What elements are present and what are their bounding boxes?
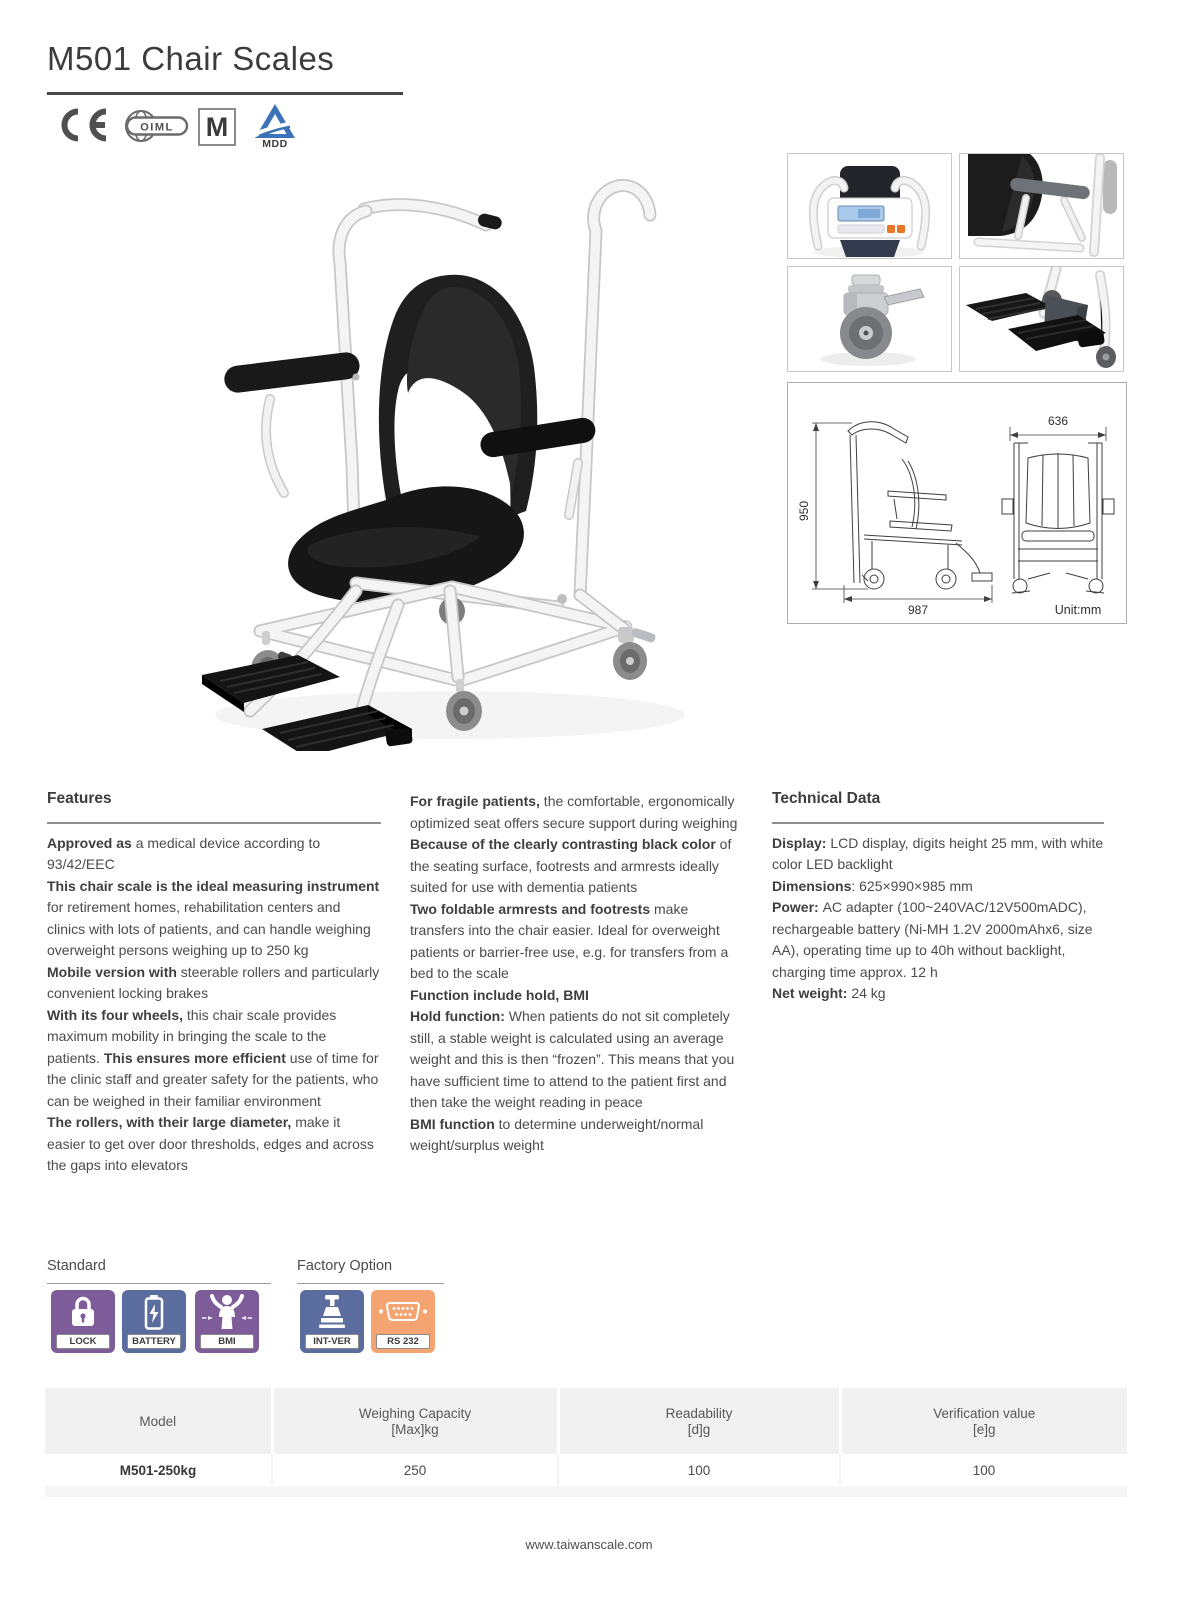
feature-paragraph: The rollers, with their large diameter, make it easier to get over door thresholds, edges and across the gaps into elevators: [47, 1114, 374, 1173]
thumb-caster-detail: [787, 266, 952, 372]
unit-label: Unit:mm: [1054, 603, 1102, 617]
oiml-logo-icon: [120, 105, 194, 147]
factory-option-section-label: Factory Option: [297, 1258, 393, 1274]
features-heading: Features: [47, 788, 381, 824]
option-tile-rs232: [371, 1290, 435, 1353]
feature-tile-bmi: [195, 1290, 259, 1353]
footer: [0, 1537, 1178, 1552]
technical-data-heading: Technical Data: [772, 788, 1104, 824]
tech-paragraph: Dimensions: 625×990×985 mm: [772, 877, 973, 894]
m-class-letter: M: [205, 111, 229, 142]
technical-data-column: [772, 788, 1104, 1005]
spec-table: [45, 1388, 1127, 1488]
dim-length-label: 987: [907, 603, 929, 617]
m-class-badge: [198, 108, 236, 146]
col-header-verification: Verification value [e]g: [840, 1388, 1127, 1454]
battery-icon: [122, 1292, 186, 1334]
caster-wheel-brake: [613, 627, 656, 680]
col-header-capacity: Weighing Capacity [Max]kg: [272, 1388, 558, 1454]
dimension-drawing: [787, 382, 1127, 624]
mdd-label: MDD: [262, 138, 288, 150]
lock-icon: [51, 1292, 115, 1334]
col-header-model: Model: [45, 1388, 272, 1454]
benefits-column: [410, 788, 746, 1157]
verification-stamp-icon: [300, 1292, 364, 1334]
table-bottom-strip: [45, 1486, 1127, 1497]
tile-label: RS 232: [376, 1334, 430, 1349]
svg-text:OIML: OIML: [140, 121, 174, 134]
page-title: M501 Chair Scales: [47, 40, 335, 77]
option-tile-internal-verification: [300, 1290, 364, 1353]
benefit-paragraph: Two foldable armrests and footrests make transfers into the chair easier. Ideal for overweight patients or barrier-free use, e.g. for transfers from a bed to the scale: [410, 900, 729, 981]
benefit-paragraph: BMI function to determine underweight/normal weight/surplus weight: [410, 1115, 704, 1153]
mdd-logo: [252, 102, 298, 150]
mdd-triangle-icon: [252, 102, 298, 140]
tech-paragraph: Power: AC adapter (100~240VAC/12V500mADC), rechargeable battery (Ni-MH 1.2V 2000mAhx6, size AA), operating time up to 40h without backlight, charging time approx. 12 h: [772, 899, 1093, 980]
front-view-drawing: [1002, 443, 1114, 593]
tile-label: BMI: [200, 1334, 254, 1349]
standard-underline: [47, 1283, 271, 1284]
benefit-paragraph: Function include hold, BMI: [410, 986, 589, 1003]
rs232-connector-icon: [371, 1292, 435, 1334]
dim-height-label: 950: [797, 500, 811, 522]
thumb-footrest-detail: [959, 266, 1124, 372]
tile-label: BATTERY: [127, 1334, 181, 1349]
benefit-paragraph: For fragile patients, the comfortable, ergonomically optimized seat offers secure support during weighing: [410, 793, 738, 831]
thumb-display-rear-view: [787, 153, 952, 259]
factory-option-underline: [297, 1283, 444, 1284]
feature-tile-lock: [51, 1290, 115, 1353]
bmi-person-icon: [195, 1292, 259, 1334]
title-underline: [47, 92, 403, 95]
features-column: [47, 788, 381, 1177]
side-view-drawing: [848, 422, 992, 589]
chair-scale-photo: [150, 163, 720, 751]
spec-table-row: [45, 1454, 1127, 1487]
feature-paragraph: Mobile version with steerable rollers and particularly convenient locking brakes: [47, 963, 380, 1001]
feature-paragraph: This chair scale is the ideal measuring instrument for retirement homes, rehabilitation centers and clinics with lots of patients, and can handle weighing overweight persons weighing up to 250 kg: [47, 877, 380, 958]
feature-tile-battery: [122, 1290, 186, 1353]
thumb-armrest-detail: [959, 153, 1124, 259]
tile-label: LOCK: [56, 1334, 110, 1349]
tech-paragraph: Display: LCD display, digits height 25 mm, with white color LED backlight: [772, 834, 1104, 872]
tech-paragraph: Net weight: 24 kg: [772, 985, 886, 1001]
ce-mark-icon: [48, 107, 110, 143]
feature-paragraph: With its four wheels, this chair scale provides maximum mobility in bringing the scale to the patients. This ensures more efficient use of time for the clinic staff and greater safety for the patients, who can be weighed in their familiar environment: [47, 1006, 379, 1109]
model-cell: M501-250kg: [45, 1454, 272, 1487]
benefit-paragraph: Because of the clearly contrasting black color of the seating surface, footrests and armrests ideally suited for use with dementia patients: [410, 836, 732, 895]
capacity-cell: 250: [272, 1454, 558, 1487]
caster-wheel: [446, 679, 482, 731]
standard-section-label: Standard: [47, 1258, 106, 1274]
feature-paragraph: Approved as a medical device according to 93/42/EEC: [47, 834, 321, 872]
benefit-paragraph: Hold function: When patients do not sit completely still, a stable weight is calculated using an average weight and this is then “frozen”. This means that you have sufficient time to attend to the patient first and then take the weight reading in peace: [410, 1008, 735, 1110]
readability-cell: 100: [558, 1454, 840, 1487]
footer-link[interactable]: www.taiwanscale.com: [525, 1537, 653, 1552]
col-header-readability: Readability [d]g: [558, 1388, 840, 1454]
tile-label: INT-VER: [305, 1334, 359, 1349]
verification-cell: 100: [840, 1454, 1127, 1487]
spec-table-header-row: [45, 1388, 1127, 1454]
dim-width-label: 636: [1047, 414, 1069, 428]
